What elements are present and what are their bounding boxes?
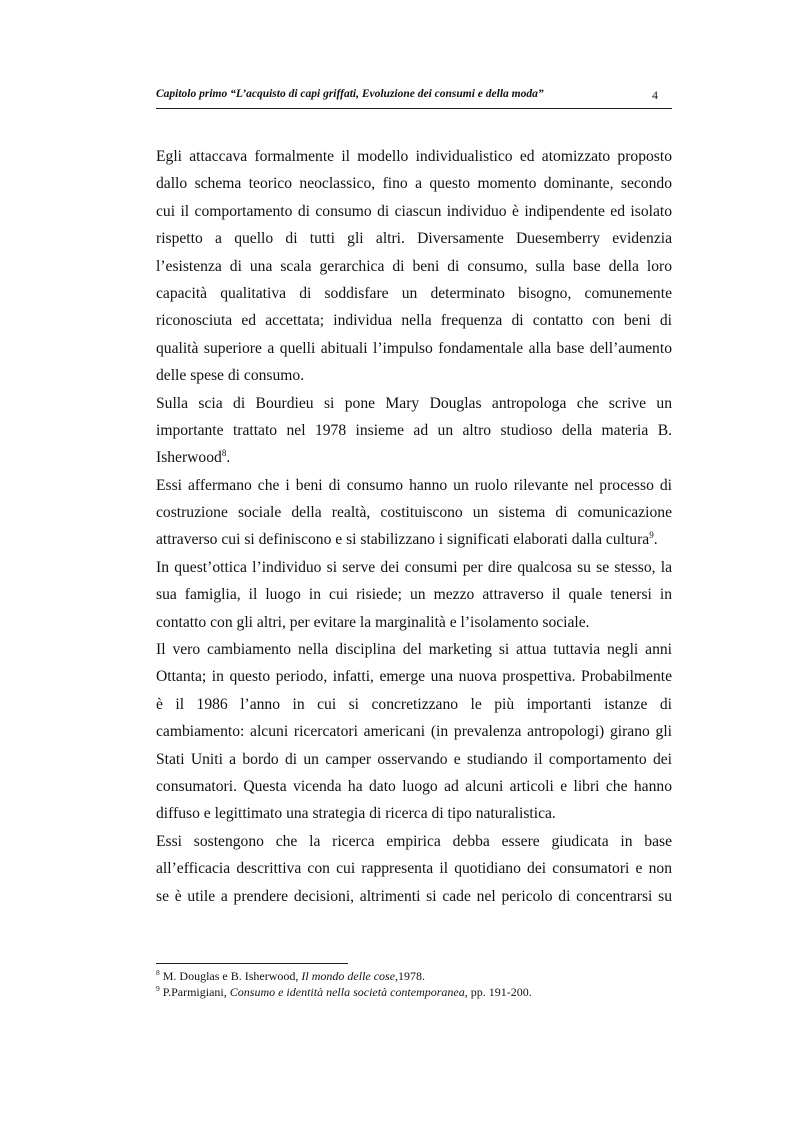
text-line [156,444,672,471]
text-line: rispetto a quello di tutti gli altri. Diversamente Duesemberry evidenzia [156,230,672,248]
footnote-ref[interactable]: 8 [221,448,227,459]
paragraph [156,390,672,472]
text-fragment: attraverso cui si definiscono e si stabilizzano i significati elaborati dalla cultura [156,531,650,549]
text-line: capacità qualitativa di soddisfare un determinato bisogno, comunemente [156,284,672,302]
text-fragment: . [653,531,658,549]
footnote-separator [156,963,348,964]
text-line: costruzione sociale della realtà, costituiscono un sistema di comunicazione [156,504,672,522]
footnote-ref[interactable]: 9 [649,530,654,541]
footnote-text: , pp. 191-200. [464,985,532,999]
text-line: Ottanta; in questo periodo, infatti, emerge una nuova prospettiva. Probabilmente [156,668,672,686]
paragraph [156,828,672,910]
text-line: cui il comportamento di consumo di ciascun individuo è indipendente ed isolato [156,202,672,220]
text-line: In quest’ottica l’individuo si serve dei consumi per dire qualcosa su se stesso, la [156,558,672,576]
footnote-text: M. Douglas e B. Isherwood, [159,969,302,983]
text-line: riconosciuta ed accettata; individua nella frequenza di contatto con beni di [156,312,672,330]
footnotes [156,968,672,1000]
text-line: Stati Uniti a bordo di un camper osservando e studiando il comportamento dei [156,750,672,768]
footnote-number: 9 [156,984,160,993]
footnote-book-title: Consumo e identità nella società contemporanea [229,985,465,999]
text-line: l’esistenza di una scala gerarchica di beni di consumo, sulla base della loro [156,257,672,275]
text-line: Il vero cambiamento nella disciplina del marketing si attua tuttavia negli anni [156,641,672,659]
text-line: contatto con gli altri, per evitare la marginalità e l’isolamento sociale. [156,613,590,631]
text-line: qualità superiore a quelli abituali l’impulso fondamentale alla base dell’aumento [156,339,672,357]
text-line: all’efficacia descrittiva con cui rappresenta il quotidiano dei consumatori e non [156,860,672,878]
text-line: sua famiglia, il luogo in cui risiede; un mezzo attraverso il quale tenersi in [156,586,672,604]
chapter-title: Capitolo primo “L’acquisto di capi griffati, Evoluzione dei consumi e della moda” [156,88,544,100]
text-line: è il 1986 l’anno in cui si concretizzano le più importanti istanze di [156,695,672,713]
footnote-text: P.Parmigiani, [159,985,230,999]
footnote-text: ,1978. [395,969,426,983]
text-line: diffuso e legittimato una strategia di ricerca di tipo naturalistica. [156,805,556,823]
running-header [156,86,672,109]
text-line: Essi sostengono che la ricerca empirica debba essere giudicata in base [156,832,672,850]
text-line: Essi affermano che i beni di consumo hanno un ruolo rilevante nel processo di [156,476,672,494]
text-fragment: Isherwood [156,449,222,467]
text-line: importante trattato nel 1978 insieme ad un altro studioso della materia B. [156,421,672,439]
paragraph [156,143,672,390]
text-line: dallo schema teorico neoclassico, fino a questo momento dominante, secondo [156,175,672,193]
text-line: consumatori. Questa vicenda ha dato luogo ad alcuni articoli e libri che hanno [156,777,672,795]
footnote-book-title: Il mondo delle cose [301,969,396,983]
text-fragment: . [226,449,231,467]
text-line: se è utile a prendere decisioni, altrimenti si cade nel pericolo di concentrarsi su [156,887,672,905]
footnote [156,968,672,984]
text-line: Sulla scia di Bourdieu si pone Mary Douglas antropologa che scrive un [156,394,672,412]
page-number: 4 [652,88,658,102]
paragraph [156,472,672,554]
body-text [156,143,672,910]
text-line: cambiamento: alcuni ricercatori americani (in prevalenza antropologi) girano gli [156,723,672,741]
footnote-number: 8 [156,968,160,977]
text-line: Egli attaccava formalmente il modello individualistico ed atomizzato proposto [156,148,672,165]
text-line [156,526,672,553]
paragraph [156,554,672,636]
text-line: delle spese di consumo. [156,367,305,385]
paragraph [156,636,672,828]
footnote [156,984,672,1000]
